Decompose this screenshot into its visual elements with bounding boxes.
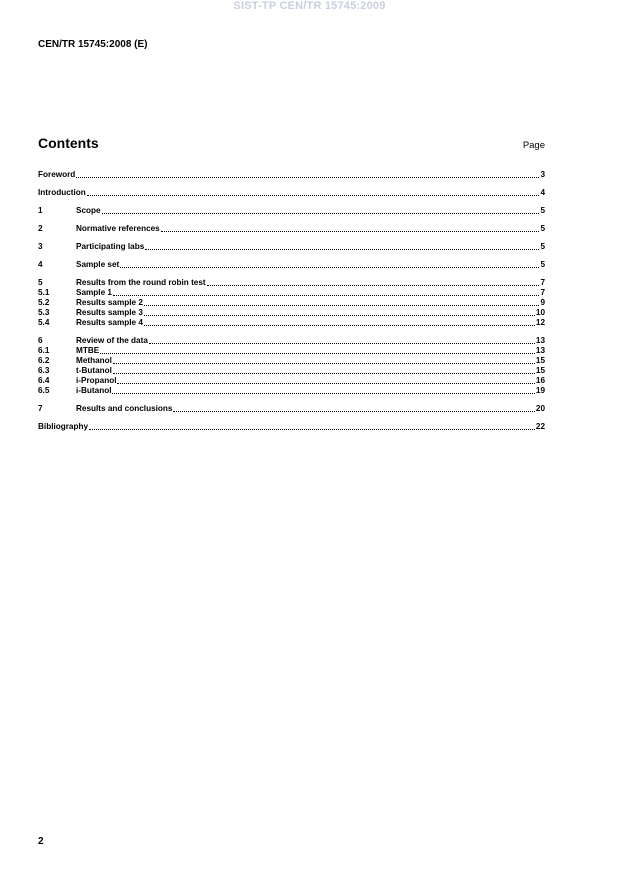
toc-entry[interactable] [38,376,545,386]
toc-entry-page: 5 [540,242,545,251]
toc-entry-title: Introduction [38,188,86,197]
toc-entry-number: 2 [38,224,43,233]
toc-entry-page: 13 [535,346,545,355]
dot-leader [113,366,535,374]
toc-entry-number: 6 [38,336,43,345]
toc-entry-page: 15 [535,366,545,375]
toc-entry[interactable] [38,356,545,366]
toc-entry[interactable] [38,404,545,414]
toc-entry-page: 15 [535,356,545,365]
toc-entry-page: 20 [535,404,545,413]
toc-entry-page: 5 [540,224,545,233]
toc-entry-number: 6.5 [38,386,50,395]
toc-entry-title: MTBE [76,346,100,355]
toc-entry-page: 13 [535,336,545,345]
toc-entry[interactable] [38,278,545,288]
toc-entry-title: Review of the data [76,336,148,345]
toc-entry-number: 5.4 [38,318,50,327]
toc-entry-page: 12 [535,318,545,327]
dot-leader [149,336,535,344]
toc-entry-page: 19 [535,386,545,395]
toc-spacer [38,180,545,188]
toc-spacer [38,396,545,404]
toc-entry-title: Sample 1 [76,288,112,297]
document-id: CEN/TR 15745:2008 (E) [38,39,148,50]
dot-leader [102,206,540,214]
toc-entry-title: Sample set [76,260,120,269]
toc-spacer [38,216,545,224]
toc-entry-title: Results and conclusions [76,404,173,413]
toc-entry-title: Results sample 3 [76,308,143,317]
toc-entry-number: 5.2 [38,298,50,307]
toc-entry-page: 3 [540,170,545,179]
toc-entry[interactable] [38,346,545,356]
toc-entry-title: Foreword [38,170,76,179]
toc-entry[interactable] [38,386,545,396]
toc-entry[interactable] [38,318,545,328]
toc-entry-title: Results sample 2 [76,298,143,307]
toc-entry-number: 6.3 [38,366,50,375]
dot-leader [87,188,540,196]
toc-spacer [38,252,545,260]
toc-entry[interactable] [38,224,545,234]
toc-entry[interactable] [38,242,545,252]
contents-heading: Contents [38,135,99,151]
toc-spacer [38,414,545,422]
toc-entry-number: 5 [38,278,43,287]
toc-entry-page: 5 [540,206,545,215]
toc-entry[interactable] [38,422,545,432]
dot-leader [120,260,539,268]
toc-entry[interactable] [38,206,545,216]
watermark: SIST-TP CEN/TR 15745:2009 [233,0,386,12]
toc-entry[interactable] [38,188,545,198]
toc-entry[interactable] [38,366,545,376]
dot-leader [89,422,535,430]
toc-entry-page: 7 [540,278,545,287]
toc-entry-title: i-Butanol [76,386,112,395]
toc-entry-page: 7 [540,288,545,297]
dot-leader [144,308,535,316]
page-number: 2 [38,836,44,847]
toc-entry-title: Participating labs [76,242,145,251]
dot-leader [145,242,539,250]
dot-leader [144,318,535,326]
toc-entry-number: 5.1 [38,288,50,297]
dot-leader [113,356,535,364]
toc-entry-title: Results from the round robin test [76,278,206,287]
page-column-label: Page [522,140,545,151]
dot-leader [117,376,534,384]
toc-entry-title: Bibliography [38,422,89,431]
toc-entry-title: Normative references [76,224,160,233]
toc-entry-number: 7 [38,404,43,413]
toc-entry-page: 4 [540,188,545,197]
toc-entry[interactable] [38,288,545,298]
toc-entry-number: 5.3 [38,308,50,317]
toc-entry-title: t-Butanol [76,366,112,375]
toc-entry-number: 4 [38,260,43,269]
toc-entry-number: 1 [38,206,43,215]
toc-entry[interactable] [38,298,545,308]
dot-leader [76,170,539,178]
dot-leader [113,288,539,296]
dot-leader [161,224,540,232]
toc-entry-page: 10 [535,308,545,317]
toc-entry-page: 9 [540,298,545,307]
toc-spacer [38,234,545,242]
toc-spacer [38,270,545,278]
toc-entry-title: Methanol [76,356,112,365]
toc-entry[interactable] [38,260,545,270]
toc-entry[interactable] [38,336,545,346]
toc-entry-page: 16 [535,376,545,385]
dot-leader [112,386,534,394]
toc-entry-page: 5 [540,260,545,269]
dot-leader [207,278,540,286]
dot-leader [173,404,534,412]
toc-entry[interactable] [38,308,545,318]
toc-entry-title: i-Propanol [76,376,117,385]
dot-leader [144,298,540,306]
toc-entry-page: 22 [535,422,545,431]
table-of-contents [38,170,545,432]
toc-entry-title: Scope [76,206,101,215]
toc-spacer [38,328,545,336]
toc-entry-number: 6.2 [38,356,50,365]
dot-leader [100,346,535,354]
toc-entry-number: 6.4 [38,376,50,385]
toc-spacer [38,198,545,206]
toc-entry-title: Results sample 4 [76,318,143,327]
toc-entry[interactable] [38,170,545,180]
toc-entry-number: 6.1 [38,346,50,355]
toc-entry-number: 3 [38,242,43,251]
